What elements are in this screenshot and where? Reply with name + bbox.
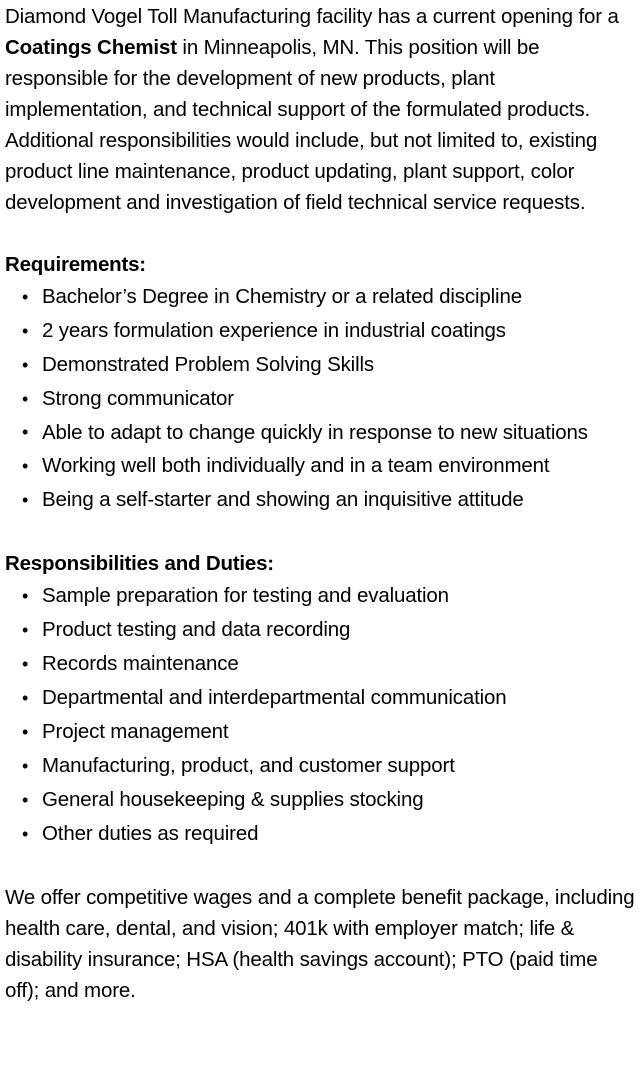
spacer bbox=[5, 218, 637, 249]
duty-text: Project management bbox=[42, 720, 229, 743]
bullet-icon: • bbox=[22, 586, 29, 606]
bullet-icon: • bbox=[22, 824, 29, 844]
requirement-text: 2 years formulation experience in industrial coatings bbox=[42, 319, 506, 342]
requirement-text: Working well both individually and in a team environment bbox=[42, 454, 550, 477]
duty-text: Product testing and data recording bbox=[42, 618, 351, 641]
list-item bbox=[22, 681, 637, 715]
intro-text-before: Diamond Vogel Toll Manufacturing facility has a current opening for a bbox=[5, 5, 619, 28]
bullet-icon: • bbox=[22, 355, 29, 375]
bullet-icon: • bbox=[22, 688, 29, 708]
list-item bbox=[22, 280, 637, 314]
bullet-icon: • bbox=[22, 790, 29, 810]
bullet-icon: • bbox=[22, 287, 29, 307]
spacer bbox=[5, 851, 637, 882]
list-item bbox=[22, 449, 637, 483]
bullet-icon: • bbox=[22, 422, 29, 442]
duty-text: Sample preparation for testing and evaluation bbox=[42, 584, 449, 607]
list-item bbox=[22, 647, 637, 681]
job-posting-document bbox=[5, 0, 637, 1006]
job-title: Coatings Chemist bbox=[5, 36, 177, 59]
requirements-list bbox=[5, 280, 637, 517]
bullet-icon: • bbox=[22, 620, 29, 640]
bullet-icon: • bbox=[22, 654, 29, 674]
benefits-paragraph: We offer competitive wages and a complete benefit package, including health care, dental, and vision; 401k with employer match; life & disability insurance; HSA (health savings account); PTO (paid time off); and more. bbox=[5, 886, 635, 1002]
duty-text: Records maintenance bbox=[42, 652, 239, 675]
intro-paragraph bbox=[5, 0, 637, 218]
list-item bbox=[22, 348, 637, 382]
bullet-icon: • bbox=[22, 490, 29, 510]
requirement-text: Demonstrated Problem Solving Skills bbox=[42, 353, 374, 376]
bullet-icon: • bbox=[22, 389, 29, 409]
spacer bbox=[5, 517, 637, 548]
responsibilities-list bbox=[5, 579, 637, 851]
requirement-text: Strong communicator bbox=[42, 387, 234, 410]
list-item bbox=[22, 579, 637, 613]
list-item bbox=[22, 382, 637, 416]
list-item bbox=[22, 715, 637, 749]
requirement-text: Bachelor’s Degree in Chemistry or a related discipline bbox=[42, 285, 522, 308]
duty-text: Other duties as required bbox=[42, 822, 259, 845]
list-item bbox=[22, 483, 637, 517]
bullet-icon: • bbox=[22, 456, 29, 476]
responsibilities-heading: Responsibilities and Duties: bbox=[5, 552, 274, 575]
list-item bbox=[22, 314, 637, 348]
requirements-heading: Requirements: bbox=[5, 253, 146, 276]
list-item bbox=[22, 817, 637, 851]
duty-text: General housekeeping & supplies stocking bbox=[42, 788, 424, 811]
requirement-text: Being a self-starter and showing an inquisitive attitude bbox=[42, 488, 524, 511]
bullet-icon: • bbox=[22, 722, 29, 742]
list-item bbox=[22, 613, 637, 647]
list-item bbox=[22, 416, 637, 449]
list-item bbox=[22, 749, 637, 783]
duty-text: Manufacturing, product, and customer support bbox=[42, 754, 455, 777]
intro-text-after: in Minneapolis, MN. This position will be responsible for the development of new products, plant implementation, and technical support of the formulated products. Additional responsibilities would include, but not limited to, existing product line maintenance, product updating, plant support, color development and investigation of field technical service requests. bbox=[5, 36, 598, 214]
bullet-icon: • bbox=[22, 321, 29, 341]
bullet-icon: • bbox=[22, 756, 29, 776]
list-item bbox=[22, 783, 637, 817]
duty-text: Departmental and interdepartmental communication bbox=[42, 686, 507, 709]
requirement-text: Able to adapt to change quickly in response to new situations bbox=[42, 421, 588, 444]
